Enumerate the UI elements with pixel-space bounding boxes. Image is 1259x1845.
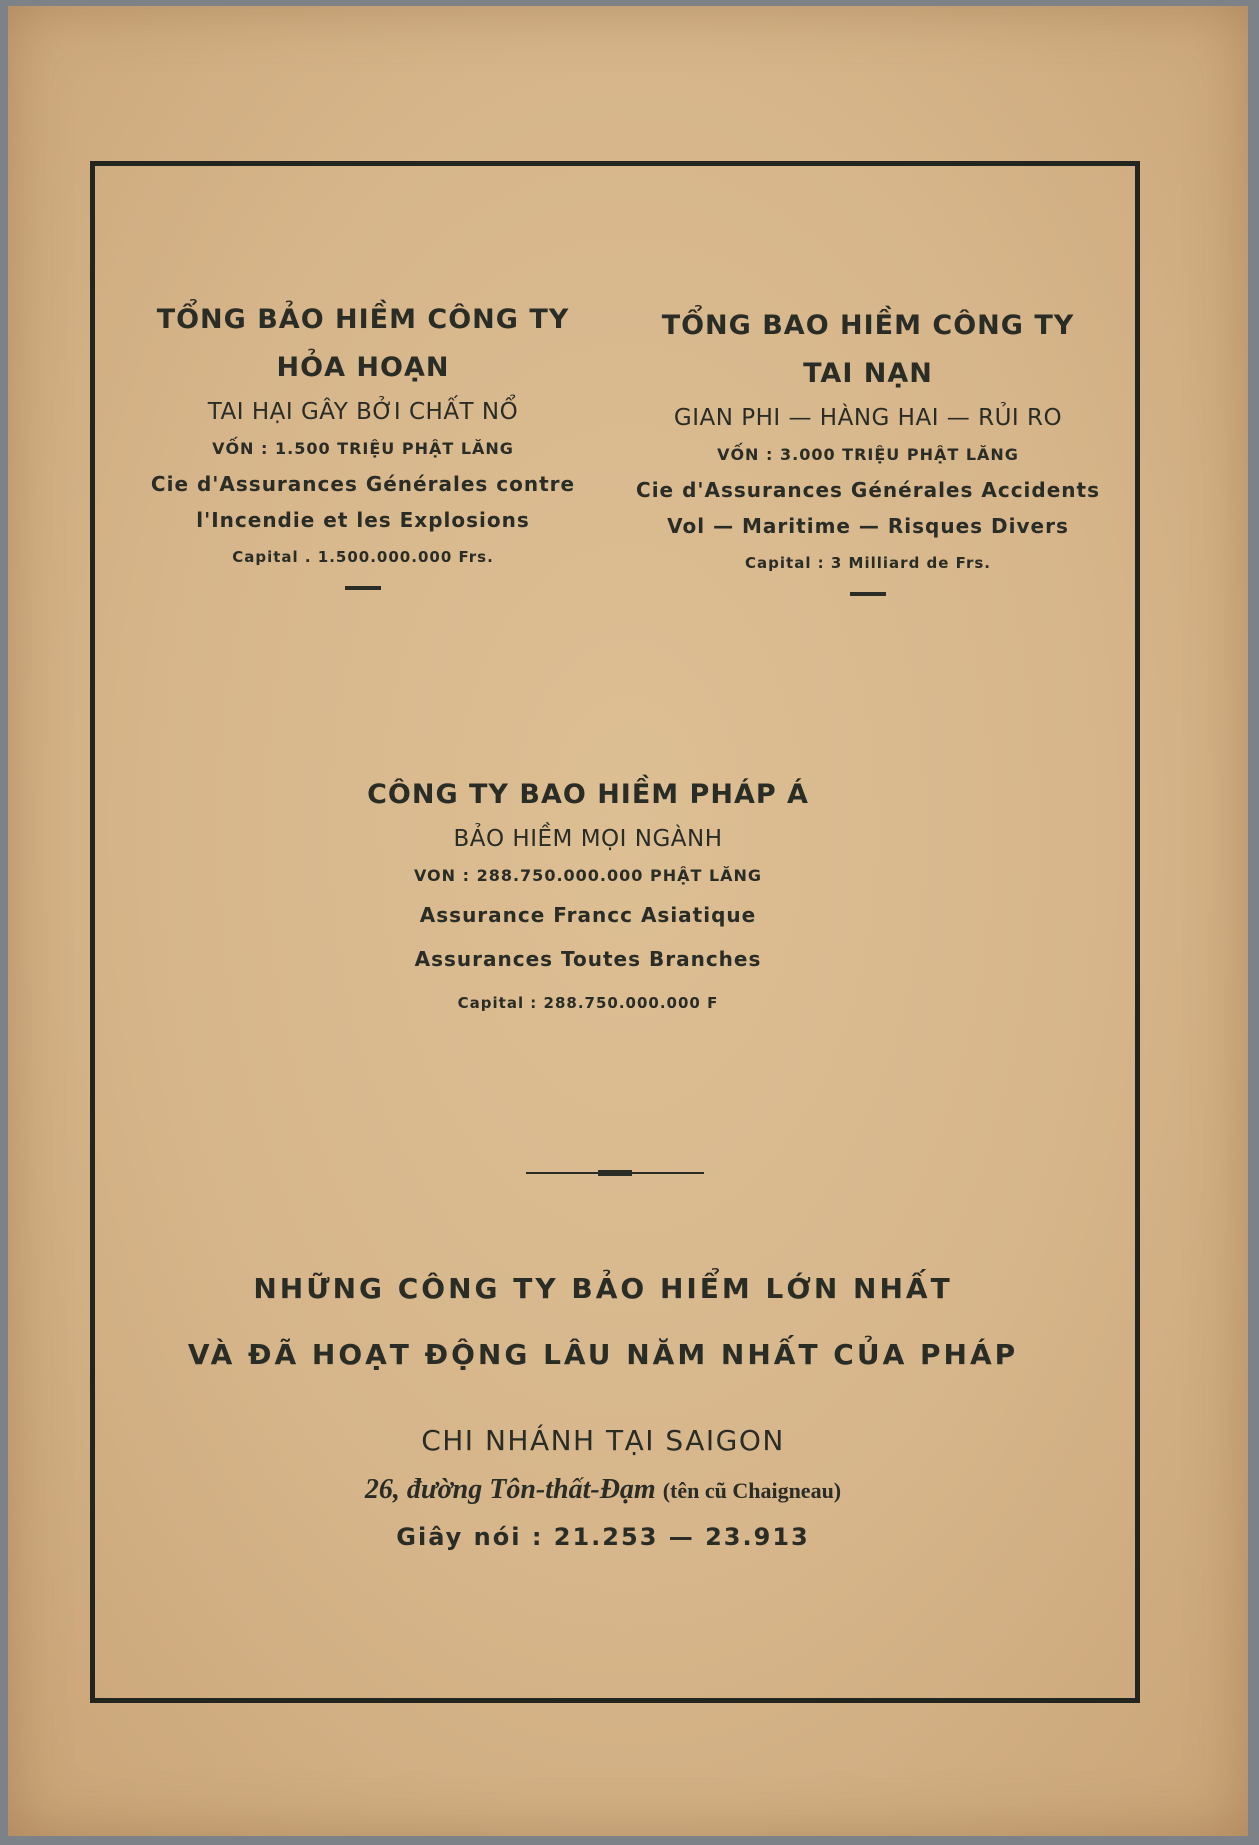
left-company-block <box>133 296 593 590</box>
left-title-line2: HỎA HOẠN <box>276 352 450 383</box>
center-french-line1: Assurance Francc Asiatique <box>419 903 757 927</box>
address-old-name: (tên cũ Chaigneau) <box>662 1478 842 1503</box>
center-capital-fr: Capital : 288.750.000.000 F <box>457 994 719 1012</box>
left-subtitle: TAI HẠI GÂY BỞI CHẤT NỔ <box>207 399 519 425</box>
center-subtitle: BẢO HIỀM MỌI NGÀNH <box>453 826 723 852</box>
left-french-line2: l'Incendie et les Explosions <box>196 508 530 532</box>
branch-address <box>158 1464 1048 1517</box>
left-french-line1: Cie d'Assurances Générales contre <box>150 472 576 496</box>
left-divider <box>345 586 381 590</box>
right-company-block <box>633 302 1103 596</box>
left-capital-fr: Capital . 1.500.000.000 Frs. <box>232 548 494 566</box>
right-title-line2: TAI NẠN <box>803 358 933 389</box>
address-street: 26, đường Tôn-thất-Đạm <box>364 1474 656 1505</box>
branch-label: CHI NHÁNH TẠI SAIGON <box>421 1424 785 1457</box>
section-divider-rule <box>526 1172 704 1174</box>
left-title-line1: TỔNG BẢO HIỀM CÔNG TY <box>156 304 570 335</box>
right-capital-fr: Capital : 3 Milliard de Frs. <box>745 554 991 572</box>
center-company-block <box>308 771 868 1025</box>
footer-headline-line1: NHỮNG CÔNG TY BẢO HIỂM LỚN NHẤT <box>253 1272 953 1305</box>
right-french-line1: Cie d'Assurances Générales Accidents <box>636 478 1100 502</box>
center-french-line2: Assurances Toutes Branches <box>414 947 762 971</box>
document-page <box>8 6 1248 1836</box>
footer-headline-line2: VÀ ĐÃ HOẠT ĐỘNG LÂU NĂM NHẤT CỦA PHÁP <box>187 1338 1019 1371</box>
footer-block <box>158 1256 1048 1557</box>
right-subtitle: GIAN PHI — HÀNG HAI — RỦI RO <box>673 405 1063 431</box>
right-capital-vn: VỐN : 3.000 TRIỆU PHẬT LĂNG <box>717 445 1019 464</box>
right-french-line2: Vol — Maritime — Risques Divers <box>667 514 1069 538</box>
center-title: CÔNG TY BAO HIỀM PHÁP Á <box>367 779 809 810</box>
right-title-line1: TỔNG BAO HIỀM CÔNG TY <box>661 310 1075 341</box>
left-capital-vn: VỐN : 1.500 TRIỆU PHẬT LĂNG <box>212 439 514 458</box>
right-divider <box>850 592 886 596</box>
phone-numbers: Giây nói : 21.253 — 23.913 <box>396 1523 810 1551</box>
center-capital-vn: VON : 288.750.000.000 PHẬT LĂNG <box>413 866 763 885</box>
